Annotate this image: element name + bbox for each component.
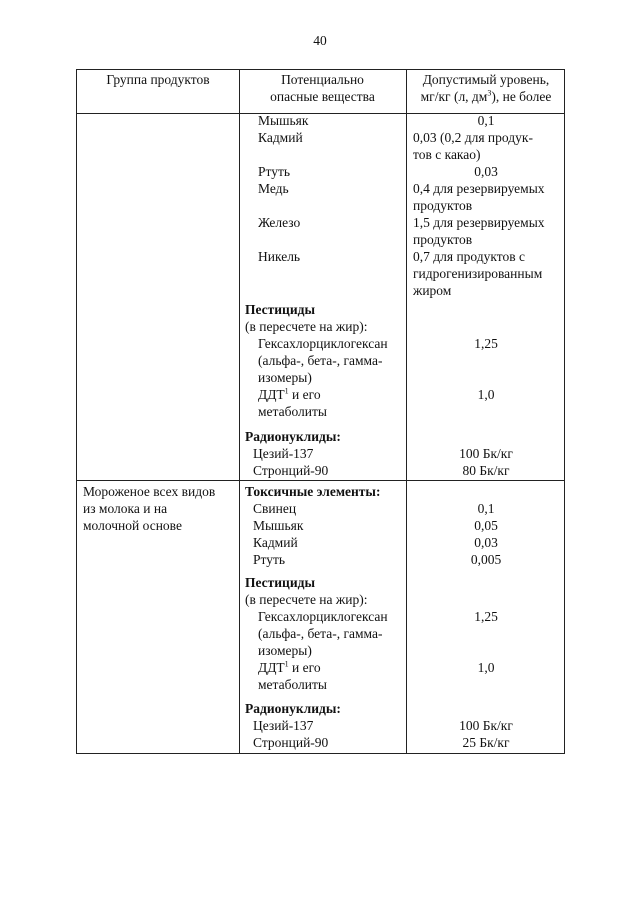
product-group: из молока и на [83, 501, 168, 516]
header-level-part: ), не более [491, 89, 552, 104]
limit-value: жиром [413, 283, 452, 298]
limit-value: тов с какао) [413, 147, 481, 162]
limits-table [76, 69, 565, 754]
limit-value: 0,03 (0,2 для продук- [413, 130, 533, 145]
ddt-tail: и его [288, 660, 321, 675]
header-group: Группа продуктов [106, 72, 210, 87]
limit-value: 0,4 для резервируемых [413, 181, 545, 196]
substance-name: Мышьяк [253, 518, 304, 533]
limit-value: 1,0 [477, 387, 495, 402]
substance-name: метаболиты [258, 404, 327, 419]
substance-name: Мышьяк [258, 113, 309, 128]
header-substances-line: опасные вещества [270, 89, 375, 104]
substance-name: Никель [258, 249, 301, 264]
limit-value: продуктов [413, 198, 473, 213]
substance-name: Стронций-90 [253, 735, 329, 750]
substance-name: (альфа-, бета-, гамма- [258, 626, 383, 641]
section-title: Радионуклиды: [245, 701, 341, 716]
column-divider [239, 70, 240, 753]
footnote-mark: 1 [284, 386, 289, 396]
section-title: Пестициды [245, 575, 315, 590]
header-substances [239, 71, 406, 105]
substance-name: изомеры) [258, 643, 312, 658]
limit-value: 100 Бк/кг [459, 718, 513, 733]
substance-name: Гексахлорциклогексан [258, 336, 388, 351]
substance-name: Кадмий [253, 535, 298, 550]
header-level-line: Допустимый уровень, [422, 72, 550, 87]
header-level-part: мг/кг (л, дм [420, 89, 488, 104]
section-note: (в пересчете на жир): [245, 319, 368, 334]
substance-name: Цезий-137 [253, 718, 314, 733]
substance-name: Ртуть [258, 164, 291, 179]
product-group: Мороженое всех видов [83, 484, 216, 499]
substance-name: Цезий-137 [253, 446, 314, 461]
ddt-label: ДДТ [258, 660, 285, 675]
substance-name: Стронций-90 [253, 463, 329, 478]
limit-value: гидрогенизированным [413, 266, 543, 281]
substance-name [258, 386, 321, 403]
ddt-label: ДДТ [258, 387, 285, 402]
substance-name [258, 659, 321, 676]
header-level [406, 71, 566, 105]
limit-value: 1,25 [474, 609, 498, 624]
limit-value: 0,1 [477, 113, 495, 128]
limit-value: 0,7 для продуктов с [413, 249, 525, 264]
substance-name: изомеры) [258, 370, 312, 385]
header-level-line [406, 88, 566, 105]
limit-value: 80 Бк/кг [462, 463, 510, 478]
substance-name: метаболиты [258, 677, 327, 692]
header-level-sup: 3 [487, 88, 492, 98]
footnote-mark: 1 [284, 659, 289, 669]
page-number: 40 [313, 33, 327, 48]
section-title: Токсичные элементы: [245, 484, 381, 499]
ddt-tail: и его [288, 387, 321, 402]
substance-name: Свинец [253, 501, 297, 516]
section-title: Радионуклиды: [245, 429, 341, 444]
limit-value: 0,05 [474, 518, 498, 533]
product-group: молочной основе [83, 518, 182, 533]
section-title: Пестициды [245, 302, 315, 317]
header-substances-line: Потенциально [281, 72, 364, 87]
limit-value: 1,25 [474, 336, 498, 351]
substance-name: (альфа-, бета-, гамма- [258, 353, 383, 368]
limit-value: 1,5 для резервируемых [413, 215, 545, 230]
substance-name: Кадмий [258, 130, 303, 145]
section-note: (в пересчете на жир): [245, 592, 368, 607]
limit-value: 25 Бк/кг [462, 735, 510, 750]
row-divider [77, 480, 564, 481]
limit-value: 100 Бк/кг [459, 446, 513, 461]
substance-name: Ртуть [253, 552, 286, 567]
substance-name: Железо [258, 215, 301, 230]
limit-value: 0,03 [474, 164, 498, 179]
substance-name: Гексахлорциклогексан [258, 609, 388, 624]
limit-value: 1,0 [477, 660, 495, 675]
substance-name: Медь [258, 181, 289, 196]
limit-value: продуктов [413, 232, 473, 247]
limit-value: 0,03 [474, 535, 498, 550]
limit-value: 0,1 [477, 501, 495, 516]
limit-value: 0,005 [470, 552, 502, 567]
